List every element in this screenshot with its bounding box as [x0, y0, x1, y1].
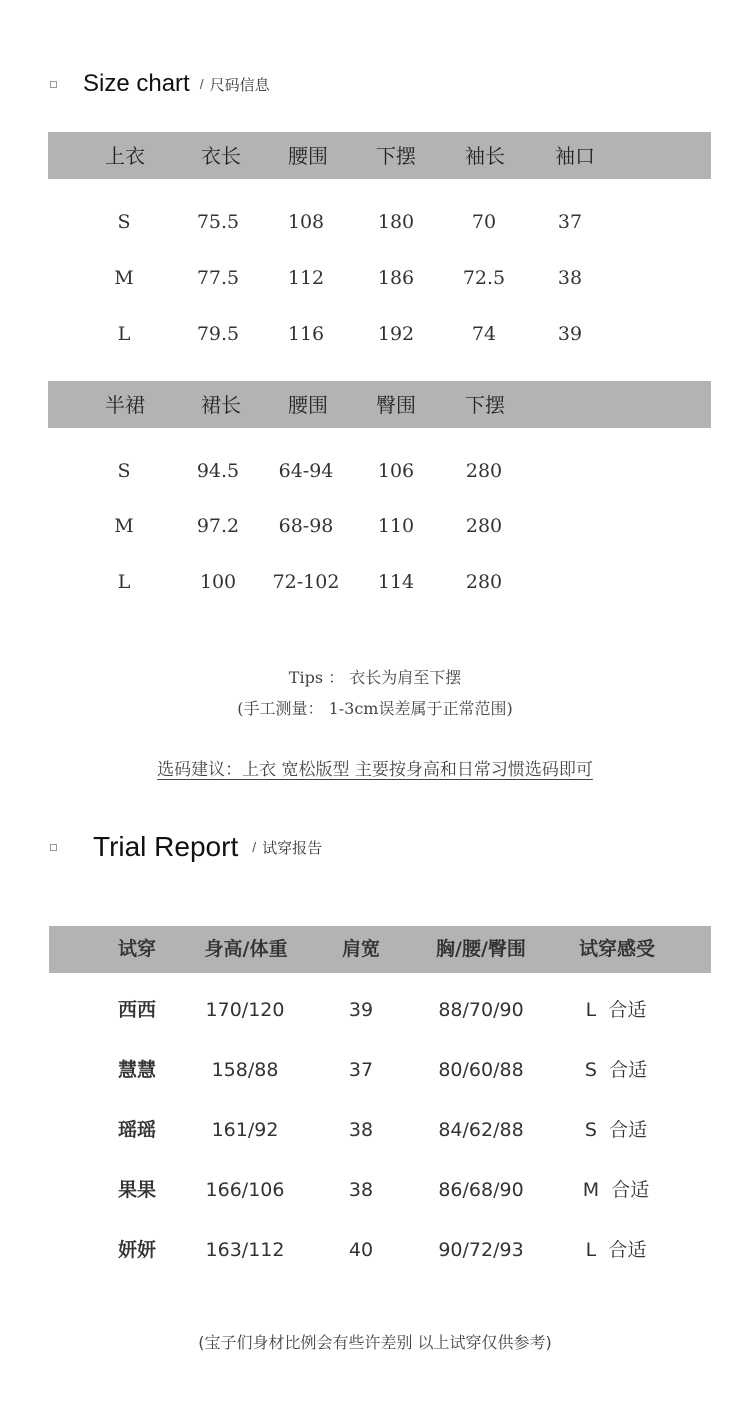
- table-cell: 161/92: [211, 1119, 279, 1141]
- header-cell: 胸/腰/臀围: [436, 938, 526, 960]
- trial-report-header: [50, 827, 322, 867]
- table-cell: 64-94: [278, 460, 334, 482]
- table-cell: 38: [348, 1119, 374, 1141]
- table-row: [49, 1121, 712, 1151]
- header-cell: 腰围: [288, 144, 328, 168]
- table-cell: 100: [199, 571, 237, 593]
- table-row: [49, 1181, 712, 1211]
- table-cell: L 合适: [585, 999, 647, 1021]
- table-cell: 94.5: [196, 460, 240, 482]
- header-cell: 裙长: [201, 393, 241, 417]
- header-cell: 身高/体重: [204, 938, 288, 960]
- table-cell: S 合适: [584, 1059, 648, 1081]
- tester-name: 瑶瑶: [117, 1119, 157, 1141]
- table-cell: 40: [348, 1239, 374, 1261]
- table-row: [48, 573, 711, 603]
- size-chart-title: Size chart: [83, 70, 190, 97]
- header-cell: 试穿感受: [578, 938, 656, 960]
- header-cell: 上衣: [105, 144, 145, 168]
- table-row: [48, 462, 711, 492]
- tester-name: 慧慧: [117, 1059, 157, 1081]
- table-cell: 280: [465, 515, 503, 537]
- table-cell: 86/68/90: [438, 1179, 524, 1201]
- table-cell: 170/120: [205, 999, 285, 1021]
- table-cell: 114: [377, 571, 415, 593]
- header-cell: 肩宽: [341, 938, 381, 960]
- title-separator: /: [199, 76, 204, 92]
- table-cell: 116: [287, 323, 325, 345]
- table-row: [49, 1061, 712, 1091]
- measurement-note: (手工测量： 1-3cm误差属于正常范围): [237, 699, 513, 718]
- size-cell: M: [114, 267, 134, 289]
- table-row: [49, 1001, 712, 1031]
- trial-report-title: Trial Report: [93, 831, 239, 862]
- size-chart-header: [50, 64, 270, 104]
- table-cell: 37: [348, 1059, 374, 1081]
- size-cell: S: [117, 211, 131, 233]
- header-cell: 下摆: [376, 144, 416, 168]
- table-cell: 280: [465, 460, 503, 482]
- table-row: [49, 1241, 712, 1271]
- table-cell: 84/62/88: [438, 1119, 524, 1141]
- table-cell: S 合适: [584, 1119, 648, 1141]
- trial-table-header: [49, 926, 711, 973]
- table-cell: 112: [287, 267, 325, 289]
- table-cell: 80/60/88: [438, 1059, 524, 1081]
- table-cell: 72.5: [462, 267, 506, 289]
- header-cell: 袖长: [465, 144, 505, 168]
- size-cell: L: [117, 571, 131, 593]
- table-cell: 38: [557, 267, 583, 289]
- table-cell: 74: [471, 323, 497, 345]
- size-cell: L: [117, 323, 131, 345]
- table-cell: 163/112: [205, 1239, 285, 1261]
- square-bullet-icon: [50, 844, 57, 851]
- size-cell: S: [117, 460, 131, 482]
- table-cell: 192: [377, 323, 415, 345]
- tips-line: Tips ： 衣长为肩至下摆: [288, 668, 462, 687]
- table-cell: 70: [471, 211, 497, 233]
- square-bullet-icon: [50, 81, 57, 88]
- table-cell: 280: [465, 571, 503, 593]
- table-cell: 39: [348, 999, 374, 1021]
- title-separator: /: [252, 839, 257, 855]
- table-cell: 97.2: [196, 515, 240, 537]
- tester-name: 西西: [117, 999, 157, 1021]
- table-cell: 186: [377, 267, 415, 289]
- header-cell: 试穿: [117, 938, 157, 960]
- top-table-header: [48, 132, 711, 179]
- header-cell: 袖口: [555, 144, 595, 168]
- table-cell: 106: [377, 460, 415, 482]
- table-row: [48, 325, 711, 355]
- header-cell: 半裙: [105, 393, 145, 417]
- table-row: [48, 213, 711, 243]
- footnote: (宝子们身材比例会有些许差别 以上试穿仅供参考): [198, 1333, 552, 1352]
- header-cell: 腰围: [288, 393, 328, 417]
- table-cell: L 合适: [585, 1239, 647, 1261]
- table-cell: 88/70/90: [438, 999, 524, 1021]
- table-cell: 180: [377, 211, 415, 233]
- table-cell: 108: [287, 211, 325, 233]
- table-cell: 90/72/93: [438, 1239, 524, 1261]
- size-advice: [0, 755, 750, 780]
- skirt-table-header: [48, 381, 711, 428]
- table-cell: 39: [557, 323, 583, 345]
- table-cell: 75.5: [196, 211, 240, 233]
- table-row: [48, 269, 711, 299]
- table-cell: 68-98: [278, 515, 334, 537]
- header-cell: 衣长: [201, 144, 241, 168]
- table-cell: M 合适: [582, 1179, 650, 1201]
- table-cell: 166/106: [205, 1179, 285, 1201]
- size-cell: M: [114, 515, 134, 537]
- tester-name: 妍妍: [117, 1239, 157, 1261]
- size-chart-subtitle: 尺码信息: [209, 75, 270, 94]
- table-row: [48, 517, 711, 547]
- table-cell: 79.5: [196, 323, 240, 345]
- table-cell: 158/88: [211, 1059, 279, 1081]
- trial-report-subtitle: 试穿报告: [262, 838, 323, 857]
- header-cell: 下摆: [465, 393, 505, 417]
- table-cell: 110: [377, 515, 415, 537]
- table-cell: 77.5: [196, 267, 240, 289]
- table-cell: 38: [348, 1179, 374, 1201]
- table-cell: 72-102: [272, 571, 340, 593]
- header-cell: 臀围: [376, 393, 416, 417]
- size-advice-text: 选码建议：上衣 宽松版型 主要按身高和日常习惯选码即可: [157, 760, 593, 780]
- table-cell: 37: [557, 211, 583, 233]
- tester-name: 果果: [117, 1179, 157, 1201]
